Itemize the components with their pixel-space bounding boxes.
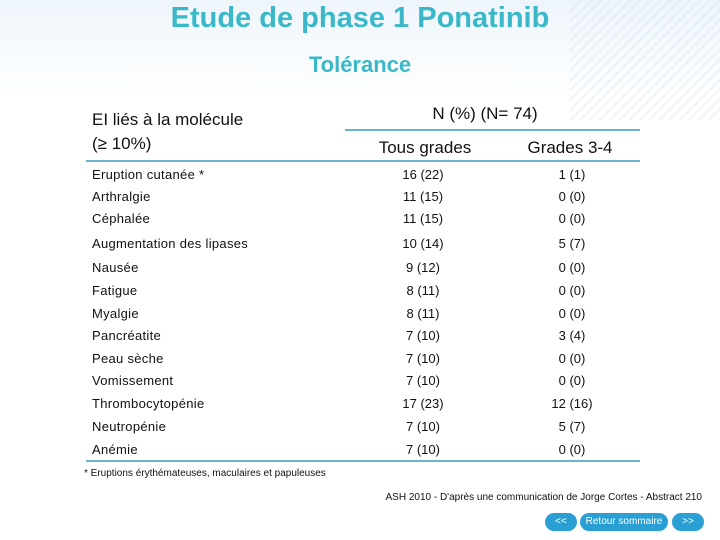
row-adverse-event: Nausée bbox=[92, 260, 139, 275]
row-adverse-event: Myalgie bbox=[92, 306, 139, 321]
table-row bbox=[92, 260, 652, 282]
row-all-grades-value: 11 (15) bbox=[402, 211, 444, 226]
table-row bbox=[92, 236, 652, 258]
row-grades-3-4-value: 5 (7) bbox=[558, 236, 586, 251]
row-all-grades-value: 16 (22) bbox=[402, 167, 444, 182]
header-rule-bottom bbox=[86, 160, 640, 162]
table-row bbox=[92, 167, 652, 189]
table-row bbox=[92, 211, 652, 233]
row-all-grades-value: 10 (14) bbox=[402, 236, 444, 251]
row-grades-3-4-value: 0 (0) bbox=[558, 260, 586, 275]
row-grades-3-4-value: 0 (0) bbox=[558, 211, 586, 226]
row-adverse-event: Céphalée bbox=[92, 211, 151, 226]
table-row bbox=[92, 419, 652, 441]
row-all-grades-value: 7 (10) bbox=[406, 351, 440, 366]
adverse-events-header bbox=[92, 108, 342, 156]
n-header: N (%) (N= 74) bbox=[432, 104, 538, 123]
row-all-grades-value: 7 (10) bbox=[406, 373, 440, 388]
row-all-grades-value: 8 (11) bbox=[406, 283, 440, 298]
footnote: * Eruptions érythémateuses, maculaires et papuleuses bbox=[84, 468, 326, 479]
header-rule-top bbox=[345, 129, 640, 131]
table-row bbox=[92, 283, 652, 305]
row-adverse-event: Fatigue bbox=[92, 283, 138, 298]
row-grades-3-4-value: 3 (4) bbox=[558, 328, 586, 343]
row-grades-3-4-value: 5 (7) bbox=[558, 419, 586, 434]
row-adverse-event: Thrombocytopénie bbox=[92, 396, 205, 411]
row-adverse-event: Neutropénie bbox=[92, 419, 167, 434]
row-all-grades-value: 11 (15) bbox=[402, 189, 444, 204]
table-row bbox=[92, 328, 652, 350]
adverse-events-header-line2: (≥ 10%) bbox=[92, 134, 152, 153]
row-all-grades-value: 17 (23) bbox=[402, 396, 444, 411]
table-row bbox=[92, 396, 652, 418]
reference-citation: ASH 2010 - D'après une communication de Jorge Cortes - Abstract 210 bbox=[385, 492, 702, 503]
row-grades-3-4-value: 0 (0) bbox=[558, 306, 586, 321]
row-grades-3-4-value: 0 (0) bbox=[558, 189, 586, 204]
row-all-grades-value: 7 (10) bbox=[406, 442, 440, 457]
table-row bbox=[92, 351, 652, 373]
row-adverse-event: Arthralgie bbox=[92, 189, 151, 204]
table-row bbox=[92, 189, 652, 211]
row-adverse-event: Peau sèche bbox=[92, 351, 164, 366]
previous-button[interactable]: << bbox=[545, 513, 577, 531]
row-adverse-event: Augmentation des lipases bbox=[92, 236, 249, 251]
row-all-grades-value: 9 (12) bbox=[406, 260, 440, 275]
row-grades-3-4-value: 12 (16) bbox=[551, 396, 593, 411]
row-all-grades-value: 8 (11) bbox=[406, 306, 440, 321]
row-grades-3-4-value: 0 (0) bbox=[558, 373, 586, 388]
adverse-events-header-line1: EI liés à la molécule bbox=[92, 110, 244, 129]
page-title: Etude de phase 1 Ponatinib bbox=[170, 2, 550, 34]
row-grades-3-4-value: 0 (0) bbox=[558, 283, 586, 298]
row-adverse-event: Anémie bbox=[92, 442, 138, 457]
row-adverse-event: Vomissement bbox=[92, 373, 174, 388]
row-grades-3-4-value: 0 (0) bbox=[558, 442, 586, 457]
row-all-grades-value: 7 (10) bbox=[406, 328, 440, 343]
row-adverse-event: Pancréatite bbox=[92, 328, 162, 343]
row-all-grades-value: 7 (10) bbox=[406, 419, 440, 434]
table-rule-bottom bbox=[86, 460, 640, 462]
grades-3-4-header: Grades 3-4 bbox=[527, 138, 613, 157]
back-to-summary-button[interactable]: Retour sommaire bbox=[580, 513, 668, 531]
page-subtitle: Tolérance bbox=[308, 52, 412, 77]
row-grades-3-4-value: 1 (1) bbox=[558, 167, 586, 182]
all-grades-header: Tous grades bbox=[378, 138, 472, 157]
row-grades-3-4-value: 0 (0) bbox=[558, 351, 586, 366]
table-row bbox=[92, 373, 652, 395]
table-row bbox=[92, 306, 652, 328]
next-button[interactable]: >> bbox=[672, 513, 704, 531]
row-adverse-event: Eruption cutanée * bbox=[92, 167, 205, 182]
